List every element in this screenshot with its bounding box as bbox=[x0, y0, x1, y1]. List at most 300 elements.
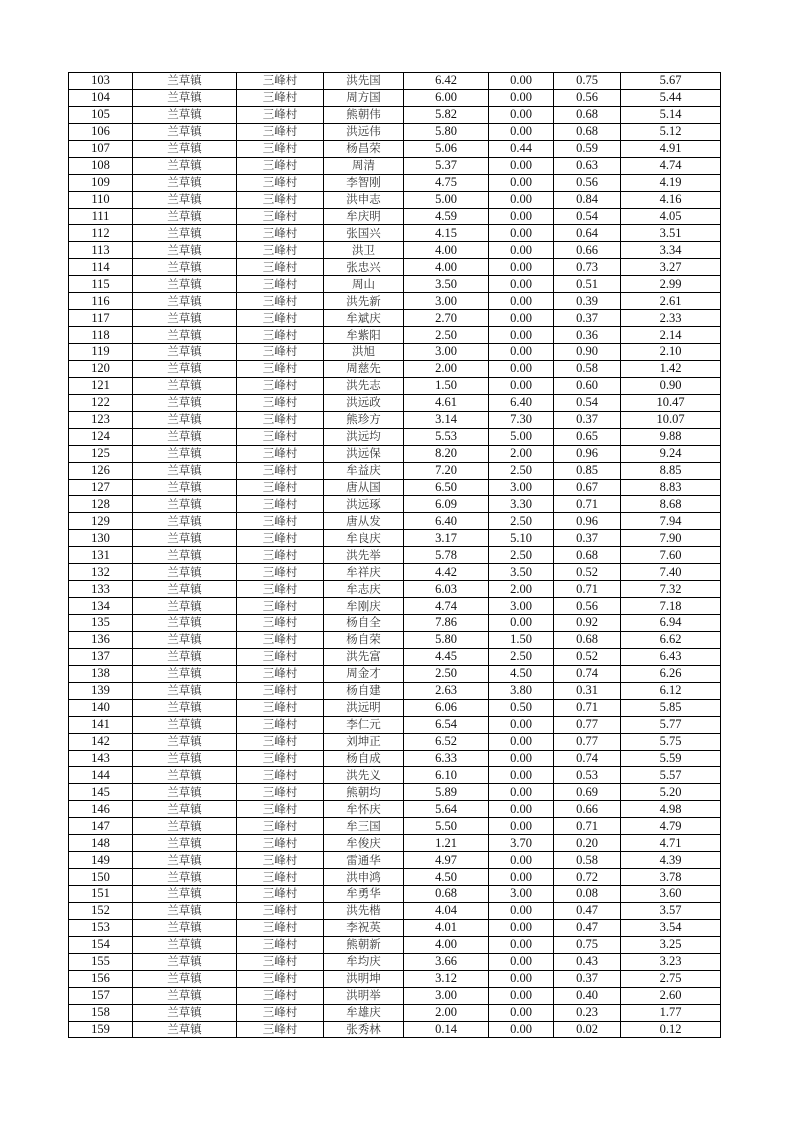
row-number-cell: 136 bbox=[69, 631, 133, 648]
value-4-cell: 4.19 bbox=[621, 174, 721, 191]
table-row bbox=[69, 598, 721, 615]
table-row bbox=[69, 818, 721, 835]
village-cell: 三峰村 bbox=[237, 174, 324, 191]
value-4-cell: 4.05 bbox=[621, 208, 721, 225]
value-1-cell: 4.97 bbox=[404, 852, 489, 869]
village-cell: 三峰村 bbox=[237, 513, 324, 530]
value-1-cell: 2.50 bbox=[404, 665, 489, 682]
row-number-cell: 106 bbox=[69, 123, 133, 140]
value-3-cell: 0.43 bbox=[554, 953, 621, 970]
village-cell: 三峰村 bbox=[237, 327, 324, 344]
village-cell: 三峰村 bbox=[237, 259, 324, 276]
village-cell: 三峰村 bbox=[237, 564, 324, 581]
value-1-cell: 1.21 bbox=[404, 835, 489, 852]
town-cell: 兰草镇 bbox=[133, 784, 237, 801]
value-3-cell: 0.96 bbox=[554, 513, 621, 530]
value-4-cell: 6.26 bbox=[621, 665, 721, 682]
value-1-cell: 8.20 bbox=[404, 445, 489, 462]
town-cell: 兰草镇 bbox=[133, 1021, 237, 1038]
value-3-cell: 0.08 bbox=[554, 886, 621, 903]
town-cell: 兰草镇 bbox=[133, 225, 237, 242]
value-2-cell: 2.50 bbox=[489, 513, 554, 530]
value-3-cell: 0.65 bbox=[554, 428, 621, 445]
table-row bbox=[69, 530, 721, 547]
value-2-cell: 4.50 bbox=[489, 665, 554, 682]
value-4-cell: 3.25 bbox=[621, 936, 721, 953]
value-3-cell: 0.71 bbox=[554, 581, 621, 598]
village-cell: 三峰村 bbox=[237, 953, 324, 970]
village-cell: 三峰村 bbox=[237, 750, 324, 767]
town-cell: 兰草镇 bbox=[133, 733, 237, 750]
value-1-cell: 6.52 bbox=[404, 733, 489, 750]
value-1-cell: 5.50 bbox=[404, 818, 489, 835]
row-number-cell: 114 bbox=[69, 259, 133, 276]
value-2-cell: 0.00 bbox=[489, 902, 554, 919]
value-3-cell: 0.68 bbox=[554, 631, 621, 648]
value-3-cell: 0.23 bbox=[554, 1004, 621, 1021]
town-cell: 兰草镇 bbox=[133, 191, 237, 208]
value-2-cell: 2.50 bbox=[489, 462, 554, 479]
name-cell: 洪卫 bbox=[324, 242, 404, 259]
row-number-cell: 144 bbox=[69, 767, 133, 784]
table-row bbox=[69, 242, 721, 259]
row-number-cell: 146 bbox=[69, 801, 133, 818]
village-cell: 三峰村 bbox=[237, 733, 324, 750]
table-row bbox=[69, 276, 721, 293]
village-cell: 三峰村 bbox=[237, 835, 324, 852]
village-cell: 三峰村 bbox=[237, 547, 324, 564]
town-cell: 兰草镇 bbox=[133, 462, 237, 479]
name-cell: 洪远琢 bbox=[324, 496, 404, 513]
name-cell: 洪申志 bbox=[324, 191, 404, 208]
value-4-cell: 7.90 bbox=[621, 530, 721, 547]
value-1-cell: 5.06 bbox=[404, 140, 489, 157]
row-number-cell: 157 bbox=[69, 987, 133, 1004]
table-row bbox=[69, 360, 721, 377]
row-number-cell: 107 bbox=[69, 140, 133, 157]
town-cell: 兰草镇 bbox=[133, 140, 237, 157]
value-2-cell: 0.00 bbox=[489, 259, 554, 276]
name-cell: 洪先新 bbox=[324, 293, 404, 310]
value-1-cell: 2.50 bbox=[404, 327, 489, 344]
value-4-cell: 5.57 bbox=[621, 767, 721, 784]
value-3-cell: 0.77 bbox=[554, 733, 621, 750]
village-cell: 三峰村 bbox=[237, 225, 324, 242]
value-3-cell: 0.59 bbox=[554, 140, 621, 157]
village-cell: 三峰村 bbox=[237, 987, 324, 1004]
town-cell: 兰草镇 bbox=[133, 615, 237, 632]
town-cell: 兰草镇 bbox=[133, 89, 237, 106]
name-cell: 牟祥庆 bbox=[324, 564, 404, 581]
row-number-cell: 137 bbox=[69, 648, 133, 665]
value-2-cell: 5.10 bbox=[489, 530, 554, 547]
row-number-cell: 104 bbox=[69, 89, 133, 106]
table-row bbox=[69, 73, 721, 90]
table-row bbox=[69, 513, 721, 530]
town-cell: 兰草镇 bbox=[133, 344, 237, 361]
name-cell: 洪明坤 bbox=[324, 970, 404, 987]
name-cell: 周金才 bbox=[324, 665, 404, 682]
town-cell: 兰草镇 bbox=[133, 547, 237, 564]
name-cell: 牟三国 bbox=[324, 818, 404, 835]
value-3-cell: 0.40 bbox=[554, 987, 621, 1004]
table-row bbox=[69, 919, 721, 936]
table-row bbox=[69, 699, 721, 716]
value-3-cell: 0.73 bbox=[554, 259, 621, 276]
name-cell: 牟益庆 bbox=[324, 462, 404, 479]
name-cell: 牟俊庆 bbox=[324, 835, 404, 852]
row-number-cell: 151 bbox=[69, 886, 133, 903]
name-cell: 洪先义 bbox=[324, 767, 404, 784]
table-row bbox=[69, 225, 721, 242]
value-1-cell: 3.50 bbox=[404, 276, 489, 293]
value-4-cell: 9.24 bbox=[621, 445, 721, 462]
value-4-cell: 6.62 bbox=[621, 631, 721, 648]
village-cell: 三峰村 bbox=[237, 970, 324, 987]
value-1-cell: 6.00 bbox=[404, 89, 489, 106]
table-row bbox=[69, 631, 721, 648]
value-1-cell: 4.74 bbox=[404, 598, 489, 615]
table-row bbox=[69, 157, 721, 174]
village-cell: 三峰村 bbox=[237, 73, 324, 90]
value-4-cell: 2.10 bbox=[621, 344, 721, 361]
town-cell: 兰草镇 bbox=[133, 801, 237, 818]
value-2-cell: 0.00 bbox=[489, 225, 554, 242]
name-cell: 张忠兴 bbox=[324, 259, 404, 276]
value-4-cell: 2.61 bbox=[621, 293, 721, 310]
village-cell: 三峰村 bbox=[237, 462, 324, 479]
village-cell: 三峰村 bbox=[237, 411, 324, 428]
value-2-cell: 0.00 bbox=[489, 818, 554, 835]
value-4-cell: 5.44 bbox=[621, 89, 721, 106]
village-cell: 三峰村 bbox=[237, 89, 324, 106]
value-1-cell: 4.61 bbox=[404, 394, 489, 411]
village-cell: 三峰村 bbox=[237, 191, 324, 208]
value-1-cell: 3.17 bbox=[404, 530, 489, 547]
name-cell: 熊珍方 bbox=[324, 411, 404, 428]
value-4-cell: 7.40 bbox=[621, 564, 721, 581]
table-row bbox=[69, 902, 721, 919]
value-3-cell: 0.96 bbox=[554, 445, 621, 462]
value-1-cell: 0.68 bbox=[404, 886, 489, 903]
row-number-cell: 140 bbox=[69, 699, 133, 716]
value-3-cell: 0.75 bbox=[554, 936, 621, 953]
town-cell: 兰草镇 bbox=[133, 327, 237, 344]
village-cell: 三峰村 bbox=[237, 377, 324, 394]
value-2-cell: 0.00 bbox=[489, 919, 554, 936]
value-4-cell: 2.75 bbox=[621, 970, 721, 987]
table-row bbox=[69, 648, 721, 665]
name-cell: 洪远政 bbox=[324, 394, 404, 411]
village-cell: 三峰村 bbox=[237, 310, 324, 327]
village-cell: 三峰村 bbox=[237, 801, 324, 818]
village-cell: 三峰村 bbox=[237, 852, 324, 869]
village-cell: 三峰村 bbox=[237, 615, 324, 632]
value-2-cell: 0.00 bbox=[489, 750, 554, 767]
row-number-cell: 116 bbox=[69, 293, 133, 310]
table-row bbox=[69, 344, 721, 361]
value-4-cell: 4.16 bbox=[621, 191, 721, 208]
name-cell: 张国兴 bbox=[324, 225, 404, 242]
value-4-cell: 7.60 bbox=[621, 547, 721, 564]
value-1-cell: 2.70 bbox=[404, 310, 489, 327]
table-row bbox=[69, 394, 721, 411]
name-cell: 唐从发 bbox=[324, 513, 404, 530]
table-row bbox=[69, 581, 721, 598]
value-3-cell: 0.37 bbox=[554, 411, 621, 428]
value-1-cell: 1.50 bbox=[404, 377, 489, 394]
value-4-cell: 4.98 bbox=[621, 801, 721, 818]
value-1-cell: 2.00 bbox=[404, 1004, 489, 1021]
value-3-cell: 0.37 bbox=[554, 970, 621, 987]
value-3-cell: 0.63 bbox=[554, 157, 621, 174]
value-3-cell: 0.51 bbox=[554, 276, 621, 293]
row-number-cell: 142 bbox=[69, 733, 133, 750]
value-2-cell: 7.30 bbox=[489, 411, 554, 428]
village-cell: 三峰村 bbox=[237, 293, 324, 310]
town-cell: 兰草镇 bbox=[133, 564, 237, 581]
value-4-cell: 5.14 bbox=[621, 106, 721, 123]
value-4-cell: 5.20 bbox=[621, 784, 721, 801]
row-number-cell: 111 bbox=[69, 208, 133, 225]
town-cell: 兰草镇 bbox=[133, 699, 237, 716]
value-4-cell: 7.18 bbox=[621, 598, 721, 615]
table-row bbox=[69, 191, 721, 208]
town-cell: 兰草镇 bbox=[133, 310, 237, 327]
value-4-cell: 2.33 bbox=[621, 310, 721, 327]
row-number-cell: 105 bbox=[69, 106, 133, 123]
value-4-cell: 5.75 bbox=[621, 733, 721, 750]
village-cell: 三峰村 bbox=[237, 869, 324, 886]
town-cell: 兰草镇 bbox=[133, 886, 237, 903]
row-number-cell: 139 bbox=[69, 682, 133, 699]
value-3-cell: 0.31 bbox=[554, 682, 621, 699]
value-1-cell: 6.06 bbox=[404, 699, 489, 716]
name-cell: 熊朝均 bbox=[324, 784, 404, 801]
value-1-cell: 5.89 bbox=[404, 784, 489, 801]
name-cell: 杨自荣 bbox=[324, 631, 404, 648]
town-cell: 兰草镇 bbox=[133, 445, 237, 462]
value-3-cell: 0.74 bbox=[554, 750, 621, 767]
value-2-cell: 3.30 bbox=[489, 496, 554, 513]
row-number-cell: 155 bbox=[69, 953, 133, 970]
value-2-cell: 0.00 bbox=[489, 987, 554, 1004]
value-1-cell: 5.37 bbox=[404, 157, 489, 174]
village-cell: 三峰村 bbox=[237, 394, 324, 411]
name-cell: 洪远保 bbox=[324, 445, 404, 462]
row-number-cell: 153 bbox=[69, 919, 133, 936]
value-1-cell: 5.00 bbox=[404, 191, 489, 208]
village-cell: 三峰村 bbox=[237, 784, 324, 801]
value-2-cell: 0.00 bbox=[489, 276, 554, 293]
value-2-cell: 3.50 bbox=[489, 564, 554, 581]
value-3-cell: 0.66 bbox=[554, 801, 621, 818]
value-2-cell: 0.00 bbox=[489, 784, 554, 801]
value-4-cell: 8.85 bbox=[621, 462, 721, 479]
value-4-cell: 5.12 bbox=[621, 123, 721, 140]
value-4-cell: 3.54 bbox=[621, 919, 721, 936]
name-cell: 牟志庆 bbox=[324, 581, 404, 598]
value-4-cell: 2.14 bbox=[621, 327, 721, 344]
value-2-cell: 0.00 bbox=[489, 89, 554, 106]
value-3-cell: 0.64 bbox=[554, 225, 621, 242]
row-number-cell: 158 bbox=[69, 1004, 133, 1021]
value-1-cell: 0.14 bbox=[404, 1021, 489, 1038]
row-number-cell: 134 bbox=[69, 598, 133, 615]
village-cell: 三峰村 bbox=[237, 919, 324, 936]
table-row bbox=[69, 936, 721, 953]
value-4-cell: 1.42 bbox=[621, 360, 721, 377]
row-number-cell: 117 bbox=[69, 310, 133, 327]
row-number-cell: 125 bbox=[69, 445, 133, 462]
name-cell: 洪明举 bbox=[324, 987, 404, 1004]
table-body bbox=[69, 73, 721, 1038]
value-3-cell: 0.90 bbox=[554, 344, 621, 361]
town-cell: 兰草镇 bbox=[133, 360, 237, 377]
name-cell: 杨自建 bbox=[324, 682, 404, 699]
town-cell: 兰草镇 bbox=[133, 394, 237, 411]
name-cell: 熊朝新 bbox=[324, 936, 404, 953]
row-number-cell: 127 bbox=[69, 479, 133, 496]
value-1-cell: 6.40 bbox=[404, 513, 489, 530]
village-cell: 三峰村 bbox=[237, 157, 324, 174]
value-1-cell: 6.42 bbox=[404, 73, 489, 90]
value-4-cell: 7.32 bbox=[621, 581, 721, 598]
table-row bbox=[69, 665, 721, 682]
name-cell: 洪旭 bbox=[324, 344, 404, 361]
name-cell: 张秀林 bbox=[324, 1021, 404, 1038]
name-cell: 牟怀庆 bbox=[324, 801, 404, 818]
town-cell: 兰草镇 bbox=[133, 750, 237, 767]
value-2-cell: 0.00 bbox=[489, 852, 554, 869]
table-row bbox=[69, 547, 721, 564]
value-2-cell: 0.00 bbox=[489, 1004, 554, 1021]
value-3-cell: 0.56 bbox=[554, 89, 621, 106]
value-3-cell: 0.85 bbox=[554, 462, 621, 479]
value-4-cell: 2.60 bbox=[621, 987, 721, 1004]
value-1-cell: 3.00 bbox=[404, 987, 489, 1004]
town-cell: 兰草镇 bbox=[133, 953, 237, 970]
row-number-cell: 103 bbox=[69, 73, 133, 90]
value-1-cell: 4.50 bbox=[404, 869, 489, 886]
row-number-cell: 149 bbox=[69, 852, 133, 869]
town-cell: 兰草镇 bbox=[133, 293, 237, 310]
value-4-cell: 0.90 bbox=[621, 377, 721, 394]
value-2-cell: 3.00 bbox=[489, 886, 554, 903]
value-3-cell: 0.36 bbox=[554, 327, 621, 344]
name-cell: 杨自全 bbox=[324, 615, 404, 632]
value-3-cell: 0.71 bbox=[554, 699, 621, 716]
name-cell: 牟均庆 bbox=[324, 953, 404, 970]
value-1-cell: 7.86 bbox=[404, 615, 489, 632]
town-cell: 兰草镇 bbox=[133, 970, 237, 987]
village-cell: 三峰村 bbox=[237, 276, 324, 293]
value-2-cell: 0.00 bbox=[489, 344, 554, 361]
value-4-cell: 0.12 bbox=[621, 1021, 721, 1038]
value-2-cell: 0.44 bbox=[489, 140, 554, 157]
value-1-cell: 3.00 bbox=[404, 293, 489, 310]
value-4-cell: 1.77 bbox=[621, 1004, 721, 1021]
village-cell: 三峰村 bbox=[237, 344, 324, 361]
table-row bbox=[69, 310, 721, 327]
value-4-cell: 3.23 bbox=[621, 953, 721, 970]
value-2-cell: 0.00 bbox=[489, 801, 554, 818]
row-number-cell: 135 bbox=[69, 615, 133, 632]
value-2-cell: 0.00 bbox=[489, 293, 554, 310]
town-cell: 兰草镇 bbox=[133, 174, 237, 191]
value-4-cell: 3.27 bbox=[621, 259, 721, 276]
value-2-cell: 0.00 bbox=[489, 936, 554, 953]
town-cell: 兰草镇 bbox=[133, 631, 237, 648]
value-2-cell: 0.00 bbox=[489, 157, 554, 174]
value-1-cell: 4.01 bbox=[404, 919, 489, 936]
table-row bbox=[69, 377, 721, 394]
table-row bbox=[69, 479, 721, 496]
value-3-cell: 0.52 bbox=[554, 648, 621, 665]
town-cell: 兰草镇 bbox=[133, 259, 237, 276]
value-4-cell: 5.67 bbox=[621, 73, 721, 90]
name-cell: 周慈先 bbox=[324, 360, 404, 377]
value-2-cell: 0.00 bbox=[489, 1021, 554, 1038]
name-cell: 牟庆明 bbox=[324, 208, 404, 225]
town-cell: 兰草镇 bbox=[133, 1004, 237, 1021]
value-3-cell: 0.71 bbox=[554, 818, 621, 835]
village-cell: 三峰村 bbox=[237, 631, 324, 648]
value-3-cell: 0.60 bbox=[554, 377, 621, 394]
name-cell: 牟良庆 bbox=[324, 530, 404, 547]
value-4-cell: 4.91 bbox=[621, 140, 721, 157]
town-cell: 兰草镇 bbox=[133, 598, 237, 615]
table-row bbox=[69, 869, 721, 886]
name-cell: 洪先举 bbox=[324, 547, 404, 564]
name-cell: 周山 bbox=[324, 276, 404, 293]
table-row bbox=[69, 801, 721, 818]
value-1-cell: 5.53 bbox=[404, 428, 489, 445]
row-number-cell: 143 bbox=[69, 750, 133, 767]
village-cell: 三峰村 bbox=[237, 648, 324, 665]
town-cell: 兰草镇 bbox=[133, 123, 237, 140]
table-row bbox=[69, 89, 721, 106]
name-cell: 周清 bbox=[324, 157, 404, 174]
value-2-cell: 0.00 bbox=[489, 327, 554, 344]
value-2-cell: 0.00 bbox=[489, 767, 554, 784]
value-2-cell: 0.00 bbox=[489, 360, 554, 377]
table-row bbox=[69, 1021, 721, 1038]
row-number-cell: 109 bbox=[69, 174, 133, 191]
row-number-cell: 119 bbox=[69, 344, 133, 361]
row-number-cell: 132 bbox=[69, 564, 133, 581]
name-cell: 牟斌庆 bbox=[324, 310, 404, 327]
town-cell: 兰草镇 bbox=[133, 648, 237, 665]
name-cell: 洪远均 bbox=[324, 428, 404, 445]
village-cell: 三峰村 bbox=[237, 818, 324, 835]
row-number-cell: 123 bbox=[69, 411, 133, 428]
table-row bbox=[69, 140, 721, 157]
table-row bbox=[69, 106, 721, 123]
table-row bbox=[69, 496, 721, 513]
town-cell: 兰草镇 bbox=[133, 852, 237, 869]
table-row bbox=[69, 123, 721, 140]
row-number-cell: 131 bbox=[69, 547, 133, 564]
town-cell: 兰草镇 bbox=[133, 411, 237, 428]
value-2-cell: 2.50 bbox=[489, 648, 554, 665]
name-cell: 洪先国 bbox=[324, 73, 404, 90]
value-2-cell: 0.00 bbox=[489, 123, 554, 140]
name-cell: 周方国 bbox=[324, 89, 404, 106]
row-number-cell: 122 bbox=[69, 394, 133, 411]
value-3-cell: 0.84 bbox=[554, 191, 621, 208]
value-4-cell: 5.77 bbox=[621, 716, 721, 733]
